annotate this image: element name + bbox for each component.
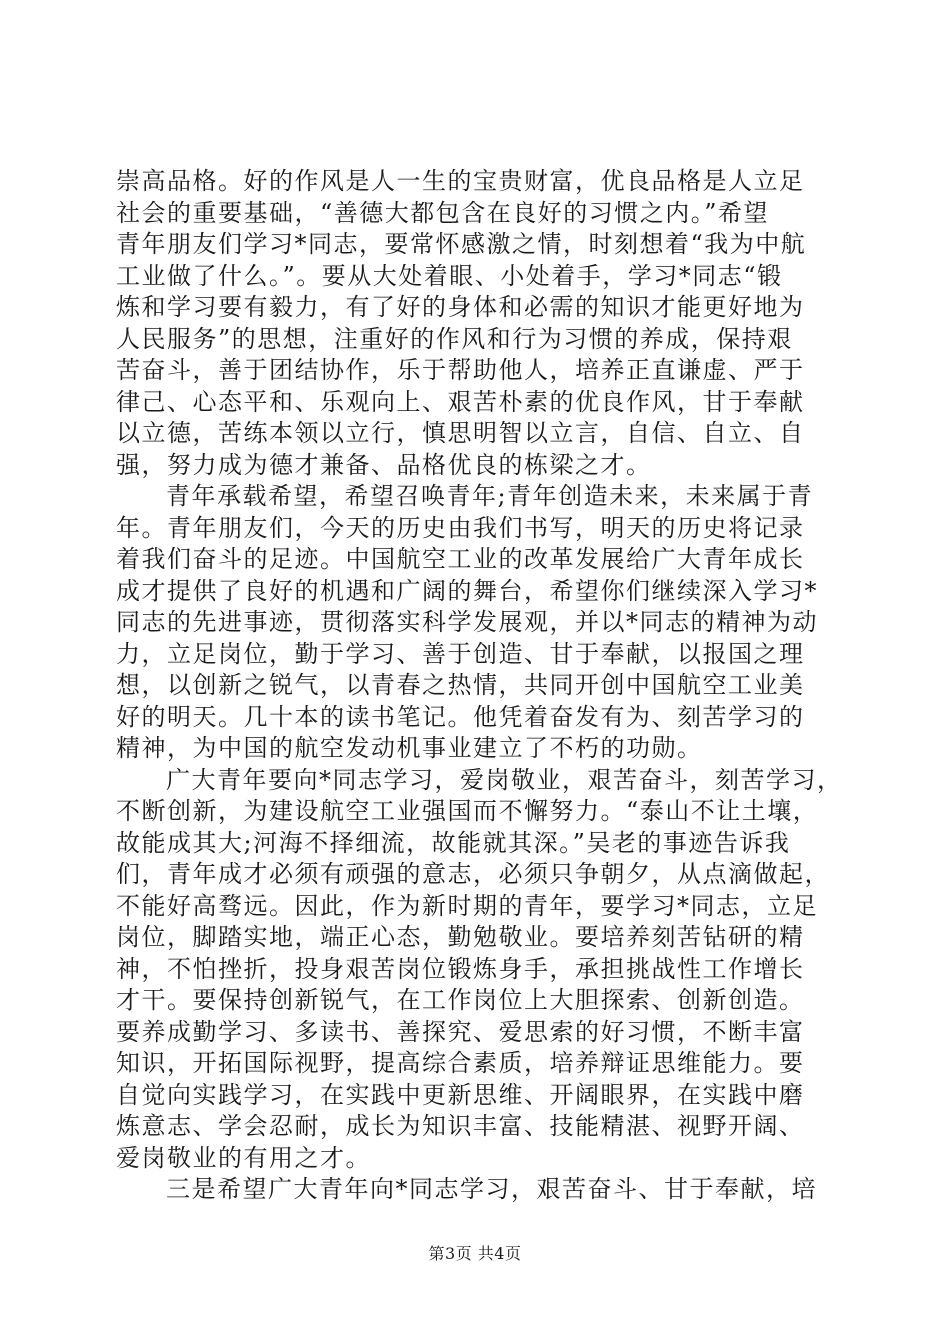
text-line: 崇高品格。好的作风是人一生的宝贵财富，优良品格是人立足 — [116, 167, 805, 195]
text-line: 不断创新，为建设航空工业强国而不懈努力。“泰山不让土壤， — [116, 797, 819, 825]
text-line: 精神，为中国的航空发动机事业建立了不朽的功勋。 — [116, 734, 703, 762]
text-line: 青年朋友们学习*同志，要常怀感激之情，时刻想着“我为中航 — [116, 230, 807, 258]
text-line: 要养成勤学习、多读书、善探究、爱思索的好习惯，不断丰富 — [116, 1017, 805, 1046]
paragraph-first-line: 广大青年要向*同志学习，爱岗敬业，艰苦奋斗，刻苦学习， — [166, 765, 843, 794]
text-line: 爱岗敬业的有用之才。 — [116, 1143, 371, 1172]
text-line: 人民服务”的思想，注重好的作风和行为习惯的养成，保持艰 — [116, 324, 793, 353]
text-line: 律己、心态平和、乐观向上、艰苦朴素的优良作风，甘于奉献 — [116, 387, 805, 416]
paragraph-first-line: 三是希望广大青年向*同志学习，艰苦奋斗、甘于奉献，培 — [166, 1175, 817, 1203]
document-body — [116, 166, 843, 1206]
text-line: 同志的先进事迹，贯彻落实科学发展观，并以*同志的精神为动 — [116, 608, 818, 636]
text-line: 工业做了什么。”。要从大处着眼、小处着手，学习*同志“锻 — [116, 261, 783, 290]
text-line: 自觉向实践学习，在实践中更新思维、开阔眼界，在实践中磨 — [116, 1080, 805, 1109]
text-line: 强，努力成为德才兼备、品格优良的栋梁之才。 — [116, 450, 652, 479]
paragraph-first-line: 青年承载希望，希望召唤青年;青年创造未来，未来属于青 — [166, 482, 814, 510]
text-line: 炼和学习要有毅力，有了好的身体和必需的知识才能更好地为 — [116, 293, 805, 321]
text-line: 以立德，苦练本领以立行，慎思明智以立言，自信、自立、自 — [116, 419, 805, 447]
text-line: 才干。要保持创新锐气，在工作岗位上大胆探索、创新创造。 — [116, 986, 805, 1014]
text-line: 知识，开拓国际视野，提高综合素质，培养辩证思维能力。要 — [116, 1049, 805, 1077]
text-line: 成才提供了良好的机遇和广阔的舞台，希望你们继续深入学习* — [116, 576, 818, 605]
text-line: 好的明天。几十本的读书笔记。他凭着奋发有为、刻苦学习的 — [116, 702, 805, 731]
text-line: 们，青年成才必须有顽强的意志，必须只争朝夕，从点滴做起， — [116, 860, 830, 888]
text-line: 故能成其大;河海不择细流，故能就其深。”吴老的事迹告诉我 — [116, 828, 791, 857]
text-line: 苦奋斗，善于团结协作，乐于帮助他人，培养正直谦虚、严于 — [116, 356, 805, 384]
text-line: 年。青年朋友们，今天的历史由我们书写，明天的历史将记录 — [116, 513, 805, 542]
text-line: 社会的重要基础，“善德大都包含在良好的习惯之内。”希望 — [116, 198, 770, 227]
text-line: 岗位，脚踏实地，端正心态，勤勉敬业。要培养刻苦钻研的精 — [116, 923, 805, 951]
page-number-footer: 第3页 共4页 — [428, 1244, 522, 1263]
text-line: 不能好高骛远。因此，作为新时期的青年，要学习*同志，立足 — [116, 891, 818, 920]
text-line: 力，立足岗位，勤于学习、善于创造、甘于奉献，以报国之理 — [116, 639, 805, 668]
text-line: 神，不怕挫折，投身艰苦岗位锻炼身手，承担挑战性工作增长 — [116, 954, 805, 983]
text-line: 着我们奋斗的足迹。中国航空工业的改革发展给广大青年成长 — [116, 545, 805, 573]
text-line: 炼意志、学会忍耐，成长为知识丰富、技能精湛、视野开阔、 — [116, 1112, 805, 1140]
text-line: 想，以创新之锐气，以青春之热情，共同开创中国航空工业美 — [116, 671, 805, 699]
